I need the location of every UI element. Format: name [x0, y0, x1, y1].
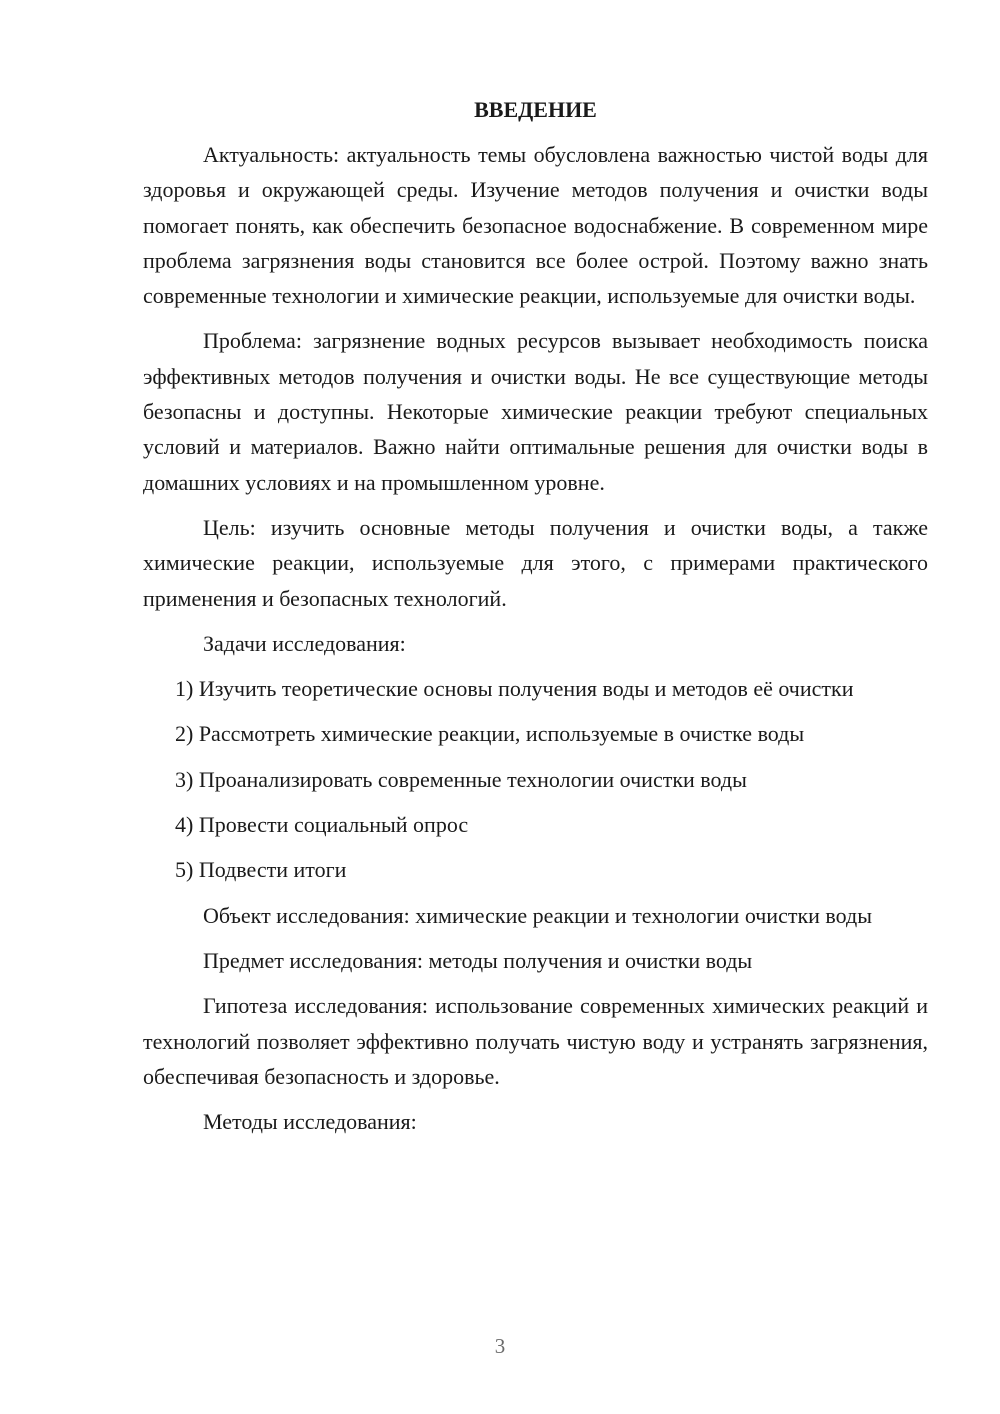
page-number: 3	[494, 1334, 506, 1358]
object-paragraph: Объект исследования: химические реакции и технологии очистки воды	[203, 902, 873, 928]
task-item-5: 5) Подвести итоги	[175, 857, 347, 883]
task-item-2: 2) Рассмотреть химические реакции, используемые в очистке воды	[175, 721, 805, 747]
task-item-4: 4) Провести социальный опрос	[175, 812, 469, 838]
relevance-paragraph: Актуальность: актуальность темы обусловлена важностью чистой воды для здоровья и окружающей среды. Изучение методов получения и очистки воды помогает понять, как обеспечить безопасное водоснабжение. В современном мире проблема загрязнения воды становится все более острой. Поэтому важно знать современные технологии и химические реакции, используемые для очистки воды.	[143, 142, 928, 309]
document-page	[143, 92, 928, 1139]
subject-paragraph: Предмет исследования: методы получения и очистки воды	[203, 947, 753, 973]
problem-paragraph: Проблема: загрязнение водных ресурсов вызывает необходимость поиска эффективных методов получения и очистки воды. Не все существующие методы безопасны и доступны. Некоторые химические реакции требуют специальных условий и материалов. Важно найти оптимальные решения для очистки воды в домашних условиях и на промышленном уровне.	[143, 328, 928, 495]
methods-heading: Методы исследования:	[203, 1109, 417, 1135]
task-item-1: 1) Изучить теоретические основы получения воды и методов её очистки	[175, 676, 854, 702]
hypothesis-paragraph: Гипотеза исследования: использование современных химических реакций и технологий позволяет эффективно получать чистую воду и устранять загрязнения, обеспечивая безопасность и здоровье.	[143, 993, 928, 1089]
section-title: ВВЕДЕНИЕ	[474, 97, 597, 122]
goal-paragraph: Цель: изучить основные методы получения и очистки воды, а также химические реакции, используемые для этого, с примерами практического применения и безопасных технологий.	[143, 514, 928, 611]
tasks-heading: Задачи исследования:	[203, 630, 406, 656]
task-item-3: 3) Проанализировать современные технологии очистки воды	[175, 766, 747, 792]
